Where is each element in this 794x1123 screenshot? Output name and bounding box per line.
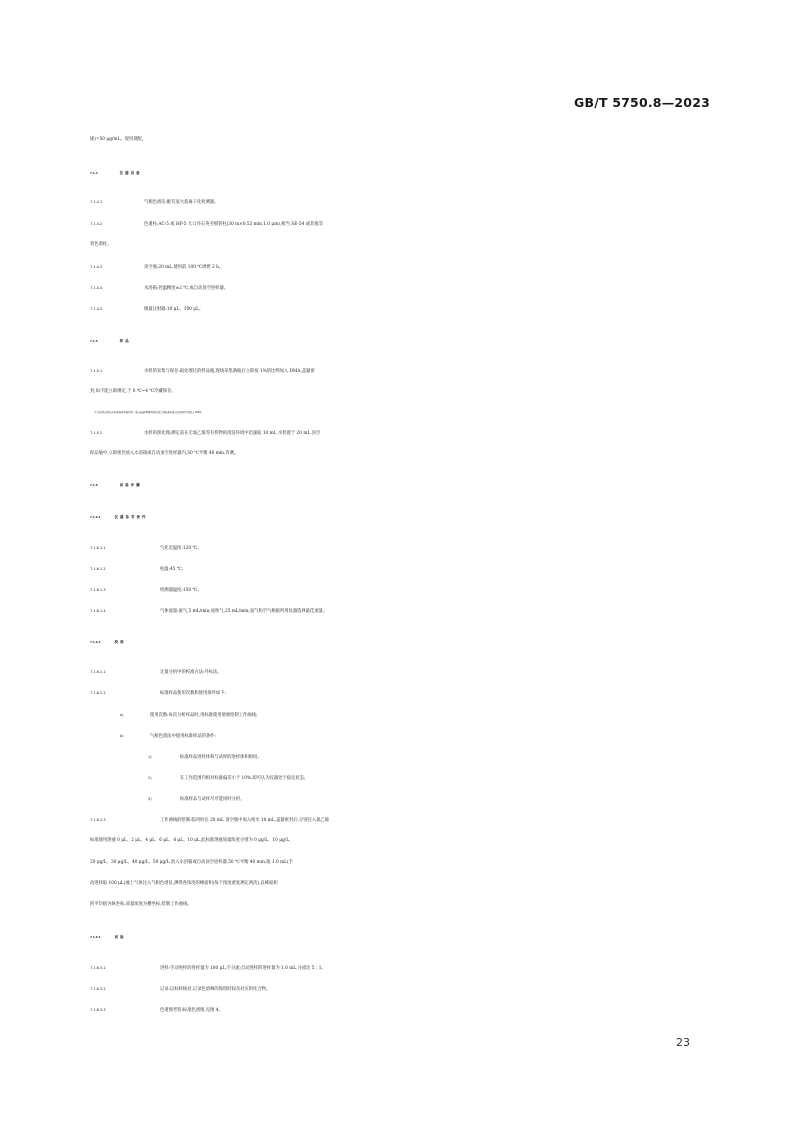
clause-number: 7.1.4.2 bbox=[90, 222, 103, 226]
note: 注:实际样品基质与标准溶液基质保持一致,若选择甲醇基质的氯乙烯标准溶液,则采样时不用加入 DMA。 bbox=[94, 411, 204, 414]
clause-7-1-6-2-2 bbox=[90, 685, 714, 702]
clause-7-1-5-1 bbox=[90, 363, 714, 380]
clause-number: 7.1.4.4 bbox=[90, 286, 103, 290]
text-line: 烯)=50 μg/mL。现用现配。 bbox=[90, 137, 147, 142]
clause-continuation: 20 μg/L、30 μg/L、40 μg/L、50 μg/L,放入水浴箱或自动顶空进样器,50 ℃平衡 40 min,取 1.0 mL(手 bbox=[90, 860, 293, 865]
section-number: 7.1.6 bbox=[90, 483, 98, 487]
clause-7-1-6-1-1 bbox=[90, 540, 714, 557]
clause-text: 检测器温度:150 ℃。 bbox=[160, 588, 202, 593]
clause-text: 记录:以标样核对,记录色谱峰的保留时间及对应的化合物。 bbox=[160, 987, 271, 992]
section-number: 7.1.6.1 bbox=[90, 515, 101, 519]
clause-text: 水样的预处理:测定前在无氯乙烯等有机物的清洁环境中迅速取 10 mL 水样置于 20 mL 顶空 bbox=[144, 431, 321, 436]
list-marker: 3) bbox=[148, 797, 152, 801]
section-title: 样品 bbox=[119, 339, 131, 343]
section-heading-7-1-6 bbox=[90, 477, 714, 493]
standard-code: GB/T 5750.8—2023 bbox=[574, 95, 710, 110]
clause-number: 7.1.5.1 bbox=[90, 369, 103, 373]
clause-text: 气化室温度:120 ℃。 bbox=[160, 546, 202, 551]
clause-number: 7.1.6.1.4 bbox=[90, 609, 106, 613]
section-title: 仪器设备 bbox=[119, 171, 142, 175]
clause-continuation: 效色谱柱。 bbox=[90, 242, 112, 247]
clause-7-1-4-3 bbox=[90, 259, 714, 276]
list-text: 标准样品进样体积与试样的进样体积相同; bbox=[180, 755, 259, 760]
clause-text: 微量注射器:10 μL、100 μL。 bbox=[144, 307, 204, 312]
clause-number: 7.1.6.1.3 bbox=[90, 588, 106, 592]
clause-text: 色谱图考察:标准色谱图,见图 4。 bbox=[160, 1008, 223, 1013]
clause-text: 柱温:45 ℃。 bbox=[160, 567, 186, 572]
clause-7-1-4-1 bbox=[90, 194, 714, 211]
section-number: 7.1.6.2 bbox=[90, 640, 101, 644]
clause-continuation: 的平均值为纵坐标,质量浓度为横坐标,绘制工作曲线。 bbox=[90, 902, 192, 907]
clause-number: 7.1.6.3.2 bbox=[90, 987, 106, 991]
clause-number: 7.1.6.2.2 bbox=[90, 691, 106, 695]
list-text: 标准样品与试样尽可能同时分析。 bbox=[180, 797, 245, 802]
clause-7-1-6-1-2 bbox=[90, 561, 714, 578]
clause-7-1-6-3-2 bbox=[90, 981, 714, 998]
clause-text: 工作曲线的绘制:临用时在 20 mL 顶空瓶中加入纯水 10 mL,盖紧密封后,分别注入氯乙烯 bbox=[160, 818, 329, 823]
section-heading-7-1-6-3 bbox=[90, 929, 714, 945]
clause-7-1-6-3-3 bbox=[90, 1002, 714, 1019]
clause-text: 气相色谱仪:配有氢火焰离子化检测器。 bbox=[144, 200, 219, 205]
clause-text: 色谱柱:AC-5 或 HP-5 大口径石英毛细管柱(30 m×0.53 mm,1.0 μm),相当 SE-54 或其他等 bbox=[144, 222, 323, 227]
clause-continuation: 动进样取 100 μL)液上气体注入气相色谱仪,测得各浓度的峰面积(每个浓度重复测定两次),以峰面积 bbox=[90, 881, 278, 886]
clause-number: 7.1.4.3 bbox=[90, 265, 103, 269]
list-marker: b) bbox=[120, 734, 124, 738]
clause-7-1-6-1-3 bbox=[90, 582, 714, 599]
section-heading-7-1-6-2 bbox=[90, 634, 714, 650]
list-item-a bbox=[120, 707, 744, 724]
clause-text: 进样:手动进样的进样量为 100 μL,不分流;自动进样的进样量为 1.0 mL,分流比 5∶1。 bbox=[160, 966, 326, 971]
clause-number: 7.1.6.3.3 bbox=[90, 1008, 106, 1012]
list-item-3 bbox=[148, 791, 772, 808]
clause-number: 7.1.5.2 bbox=[90, 431, 103, 435]
list-item-b bbox=[120, 728, 744, 745]
section-title: 仪器参考条件 bbox=[114, 515, 148, 519]
clause-7-1-6-1-4 bbox=[90, 603, 714, 620]
list-item-1 bbox=[148, 749, 772, 766]
list-marker: 1) bbox=[148, 755, 152, 759]
clause-7-1-6-3-1 bbox=[90, 960, 714, 977]
clause-number: 7.1.6.2.1 bbox=[90, 670, 106, 674]
clause-number: 7.1.6.1.1 bbox=[90, 546, 106, 550]
section-title: 试验步骤 bbox=[119, 483, 142, 487]
clause-text: 标准样品使用次数和使用条件如下: bbox=[160, 691, 226, 696]
list-marker: a) bbox=[120, 713, 124, 717]
section-number: 7.1.6.3 bbox=[90, 935, 101, 939]
clause-number: 7.1.4.1 bbox=[90, 200, 103, 204]
section-number: 7.1.5 bbox=[90, 339, 98, 343]
clause-number: 7.1.6.1.2 bbox=[90, 567, 106, 571]
clause-continuation: 样品瓶中,立即密封放入水浴箱或自动顶空进样器内,50 ℃平衡 40 min,待测。 bbox=[90, 451, 239, 456]
section-number: 7.1.4 bbox=[90, 171, 98, 175]
section-heading-7-1-6-1 bbox=[90, 509, 714, 525]
page-number: 23 bbox=[676, 1036, 690, 1049]
list-text: 使用次数:每次分析样品时,用标准使用溶液绘制工作曲线; bbox=[150, 713, 258, 718]
clause-7-1-4-4 bbox=[90, 280, 714, 297]
section-heading-7-1-5 bbox=[90, 333, 714, 349]
clause-text: 气体流量:氮气,5 mL/min;尾吹气,25 mL/min;氢气和空气根据所用仪器选择最佳流量。 bbox=[160, 609, 328, 614]
list-text: 在工作范围内相对标准偏差小于 10%,即可认为仪器处于稳定状态; bbox=[180, 776, 306, 781]
clause-continuation: 标准使用溶液 0 μL、2 μL、4 μL、6 μL、8 μL、10 μL,此标准溶液质量浓度分别为 0 μg/L、10 μg/L、 bbox=[90, 838, 294, 843]
section-title: 试验 bbox=[114, 935, 126, 939]
list-item-2 bbox=[148, 770, 772, 787]
clause-number: 7.1.6.3.1 bbox=[90, 966, 106, 970]
clause-number: 7.1.4.5 bbox=[90, 307, 103, 311]
clause-7-1-5-2 bbox=[90, 425, 714, 442]
clause-text: 定量分析中的校准方法:外标法。 bbox=[160, 670, 222, 675]
list-text: 气相色谱法中使用标准样品的条件: bbox=[150, 734, 216, 739]
clause-text: 顶空瓶:20 mL,使用前 100 ℃烘烤 2 h。 bbox=[144, 265, 224, 270]
list-marker: 2) bbox=[148, 776, 152, 780]
clause-7-1-6-2-1 bbox=[90, 664, 714, 681]
clause-7-1-6-2-3 bbox=[90, 812, 714, 829]
section-title: 校准 bbox=[114, 640, 126, 644]
clause-7-1-4-2 bbox=[90, 216, 714, 233]
section-heading-7-1-4 bbox=[90, 165, 714, 181]
clause-text: 水浴箱:控温精度±2 ℃,或自动顶空进样器。 bbox=[144, 286, 229, 291]
clause-7-1-4-5 bbox=[90, 301, 714, 318]
clause-text: 水样的采集与保存:取处理过的样品瓶,现场采集满瓶后立即按 1%的比例加入 DMA,盖紧密 bbox=[144, 369, 315, 374]
clause-number: 7.1.6.2.3 bbox=[90, 818, 106, 822]
clause-continuation: 封,如不能立即测定,于 0 ℃~4 ℃冷藏保存。 bbox=[90, 389, 176, 394]
